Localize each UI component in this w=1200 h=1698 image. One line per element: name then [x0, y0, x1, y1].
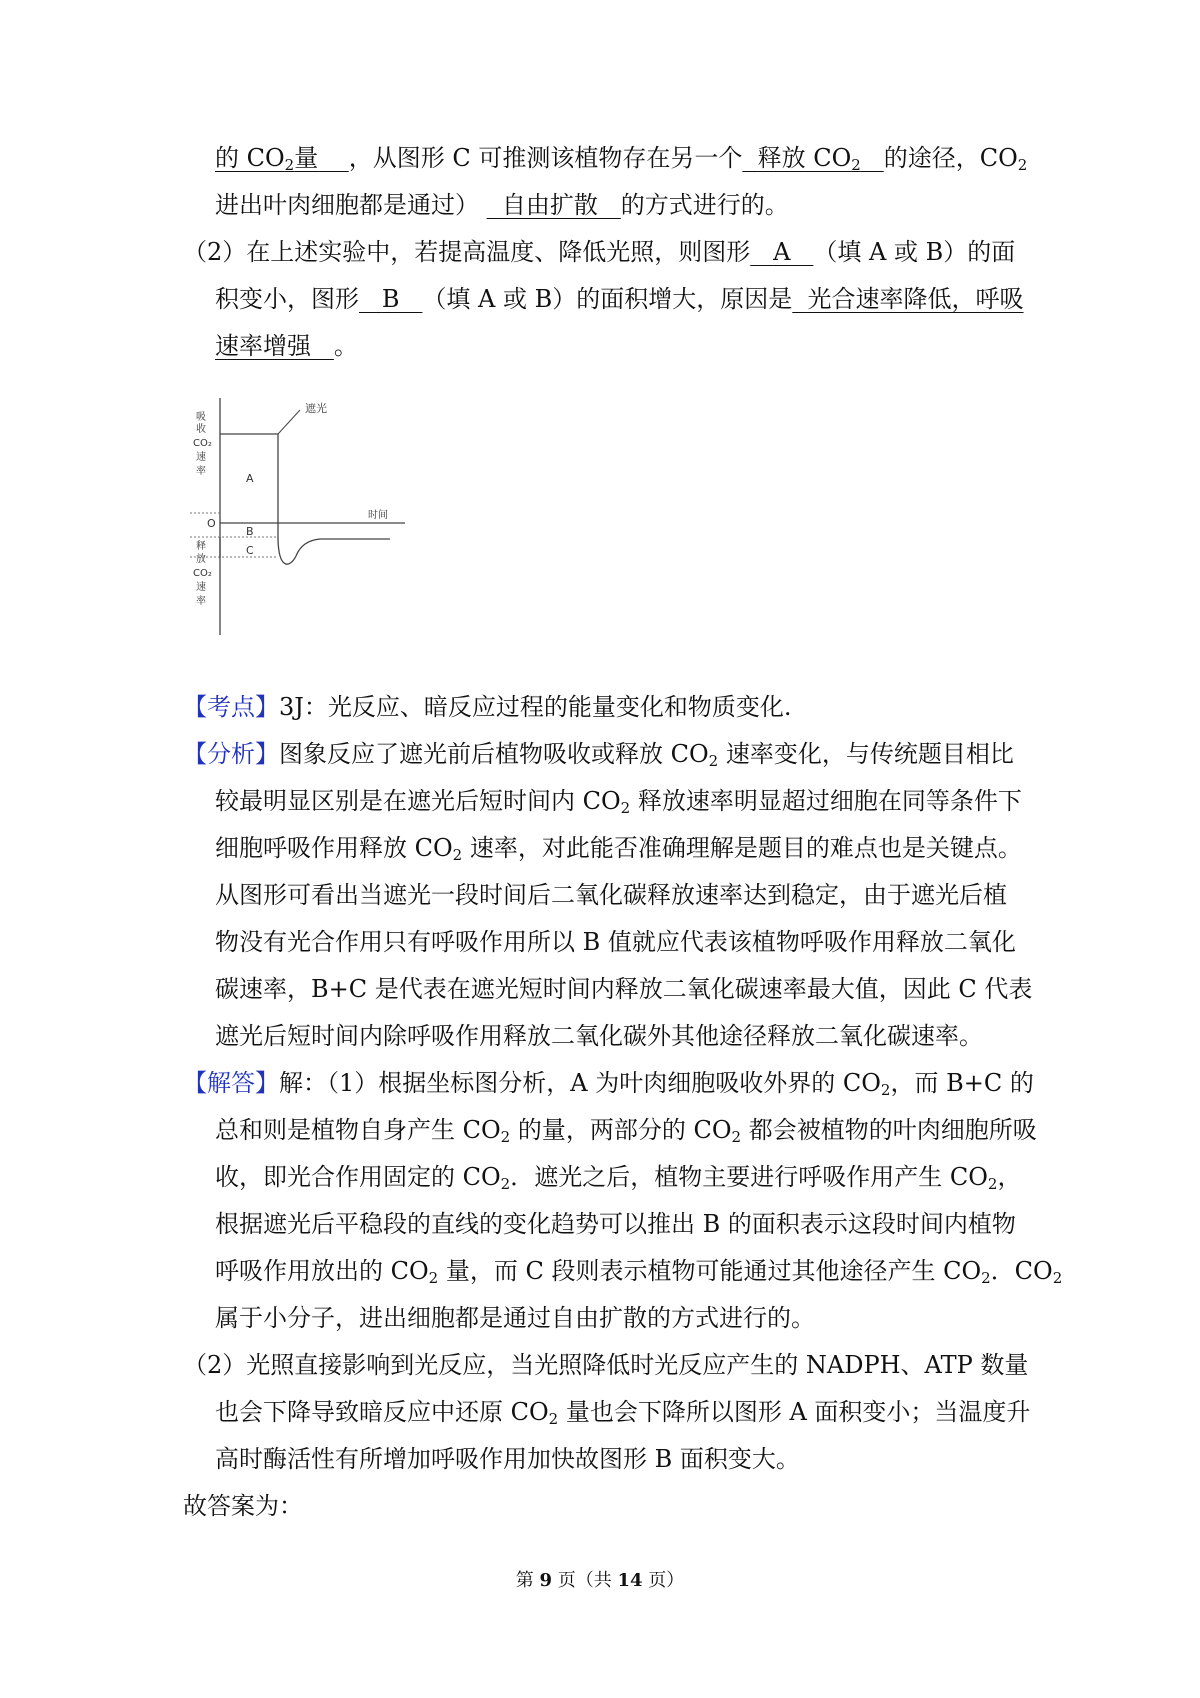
fenxi-line-1: 【分析】图象反应了遮光前后植物吸收或释放 $CO_2$ 速率变化，与传统题目相比: [183, 740, 1014, 770]
jieda-line-2: 总和则是植物自身产生 $CO_2$ 的量，两部分的 $CO_2$ 都会被植物的叶肉细胞所吸: [215, 1116, 1037, 1146]
jieda-line-7: （2）光照直接影响到光反应，当光照降低时光反应产生的 NADPH、ATP 数量: [183, 1351, 1029, 1379]
area-a-label: A: [246, 472, 254, 485]
jieda-line-8: 也会下降导致暗反应中还原 $CO_2$ 量也会下降所以图形 A 面积变小；当温度升: [215, 1398, 1031, 1428]
y-label-lower-1: 释: [196, 541, 206, 552]
fenxi-line-7: 遮光后短时间内除呼吸作用释放二氧化碳外其他途径释放二氧化碳速率。: [215, 1022, 983, 1050]
page-number: 9: [539, 1570, 552, 1591]
shading-pointer: [278, 410, 300, 434]
underlined-answer: A: [773, 238, 791, 266]
release-rate-curve: [278, 539, 390, 564]
fenxi-tag: 【分析】: [183, 740, 279, 768]
co2-rate-figure: [180, 390, 420, 644]
underlined-answer: 速率增强: [215, 332, 311, 360]
y-label-lower-3: CO₂: [193, 568, 212, 579]
q1-line-2: 进出叶肉细胞都是通过） 自由扩散 的方式进行的。: [215, 191, 789, 219]
q2-line-1: （2）在上述实验中，若提高温度、降低光照，则图形 A （填 A 或 B）的面: [183, 238, 1016, 266]
kaodian-line: 【考点】3J：光反应、暗反应过程的能量变化和物质变化.: [183, 693, 792, 721]
kaodian-tag: 【考点】: [183, 693, 279, 721]
underlined-answer: 释放 $CO_2$: [757, 144, 861, 174]
underlined-answer: 的 $CO_2$量: [215, 144, 319, 174]
shading-label: 遮光: [305, 402, 327, 415]
jieda-line-10: 故答案为：: [183, 1492, 303, 1520]
fenxi-line-2: 较最明显区别是在遮光后短时间内 $CO_2$ 释放速率明显超过细胞在同等条件下: [215, 787, 1022, 817]
area-b-label: B: [246, 525, 254, 538]
area-c-label: C: [246, 544, 254, 557]
fenxi-line-6: 碳速率，B+C 是代表在遮光短时间内释放二氧化碳速率最大值，因此 C 代表: [215, 975, 1033, 1003]
underlined-answer: B: [381, 285, 400, 313]
jieda-line-4: 根据遮光后平稳段的直线的变化趋势可以推出 B 的面积表示这段时间内植物: [215, 1210, 1016, 1238]
jieda-line-1: 【解答】解：（1）根据坐标图分析，A 为叶肉细胞吸收外界的 $CO_2$，而 B+C 的: [183, 1069, 1034, 1099]
fenxi-line-3: 细胞呼吸作用释放 $CO_2$ 速率，对此能否准确理解是题目的难点也是关键点。: [215, 834, 1022, 864]
page-total: 14: [617, 1570, 643, 1591]
fenxi-line-5: 物没有光合作用只有呼吸作用所以 B 值就应代表该植物呼吸作用释放二氧化: [215, 928, 1016, 956]
page-footer: 第 9 页（共 14 页）: [515, 1570, 685, 1591]
q1-line-1: 的 $CO_2$量 ，从图形 C 可推测该植物存在另一个 释放 $CO_2$ 的途径，$CO_2$: [215, 144, 1028, 174]
jieda-line-5: 呼吸作用放出的 $CO_2$ 量，而 C 段则表示植物可能通过其他途径产生 $CO_2$．$CO_2$: [215, 1257, 1063, 1287]
q2-line-2: 积变小，图形 B （填 A 或 B）的面积增大，原因是 光合速率降低，呼吸: [215, 285, 1024, 313]
jieda-line-9: 高时酶活性有所增加呼吸作用加快故图形 B 面积变大。: [215, 1445, 800, 1473]
y-label-upper-1: 吸: [196, 412, 206, 423]
fenxi-line-4: 从图形可看出当遮光一段时间后二氧化碳释放速率达到稳定，由于遮光后植: [215, 881, 1007, 909]
jieda-tag: 【解答】: [183, 1069, 279, 1097]
jieda-line-3: 收，即光合作用固定的 $CO_2$．遮光之后，植物主要进行呼吸作用产生 $CO_2$，: [215, 1163, 1022, 1193]
y-label-upper-4: 速: [196, 452, 206, 463]
underlined-answer: 自由扩散: [501, 191, 598, 219]
underlined-answer: 光合速率降低，呼吸: [807, 285, 1024, 313]
y-label-lower-5: 率: [196, 596, 206, 607]
q2-line-3: 速率增强 。: [215, 332, 358, 360]
y-label-lower-4: 速: [196, 582, 206, 593]
origin-label: O: [207, 517, 216, 530]
y-label-upper-2: 收: [196, 424, 206, 435]
x-axis-label: 时间: [368, 510, 388, 521]
co2-rate-graph: [180, 390, 420, 640]
jieda-line-6: 属于小分子，进出细胞都是通过自由扩散的方式进行的。: [215, 1304, 815, 1332]
y-label-upper-5: 率: [196, 466, 206, 477]
y-label-lower-2: 放: [196, 554, 206, 565]
y-label-upper-3: CO₂: [193, 438, 212, 449]
